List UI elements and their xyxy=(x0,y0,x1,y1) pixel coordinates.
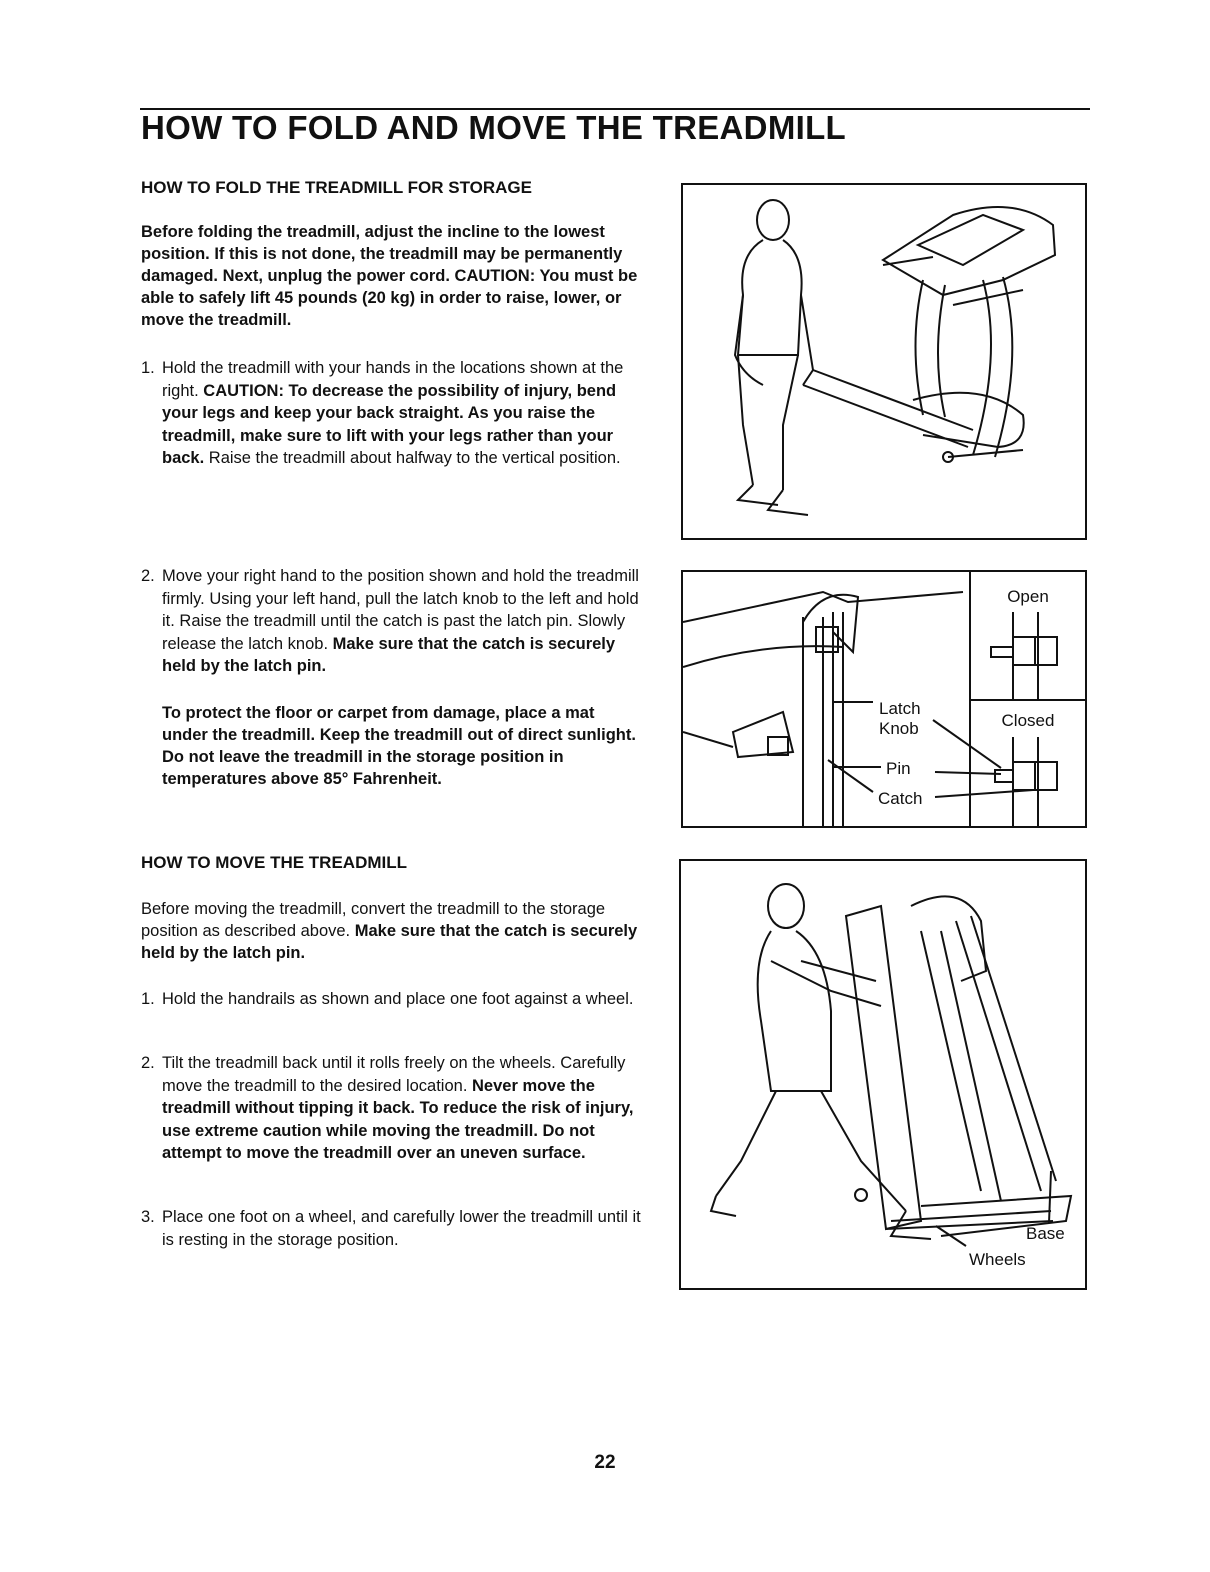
step-text xyxy=(162,565,651,678)
step-text: Place one foot on a wheel, and carefully lower the treadmill until it is resting in the storage position. xyxy=(162,1208,641,1249)
move-heading: HOW TO MOVE THE TREADMILL xyxy=(141,853,408,872)
page-title: HOW TO FOLD AND MOVE THE TREADMILL xyxy=(141,109,846,146)
move-step-1 xyxy=(141,988,651,1011)
step-text-normal: Raise the treadmill about halfway to the vertical position. xyxy=(204,449,621,467)
step-number: 2. xyxy=(141,567,155,585)
fold-intro: Before folding the treadmill, adjust the incline to the lowest position. If this is not done, the treadmill may be permanently damaged. Next, unplug the power cord. CAUTION: You must be able to safely lift 45 pounds (20 kg) in order to raise, lower, or move the treadmill. xyxy=(141,223,638,329)
step-text: Hold the handrails as shown and place one foot against a wheel. xyxy=(162,990,634,1008)
fold-heading: HOW TO FOLD THE TREADMILL FOR STORAGE xyxy=(141,178,532,197)
step-text xyxy=(162,357,651,470)
knob-label: Knob xyxy=(879,719,919,738)
figure-move-treadmill xyxy=(679,859,1087,1290)
step-text-normal: Move your right hand to the position shown and hold the treadmill firmly. Using your left hand, pull the latch knob to the left and hold it. Raise the treadmill until the catch is past the latch pin. Slowly release the latch knob. xyxy=(162,567,639,653)
latch-label: Latch xyxy=(879,699,921,718)
step-text-normal: Hold the treadmill with your hands in the locations shown at the right. xyxy=(162,359,624,400)
latch-illustration xyxy=(683,572,1085,826)
step-number: 1. xyxy=(141,990,155,1008)
open-label: Open xyxy=(1007,587,1049,606)
wheels-label: Wheels xyxy=(969,1250,1026,1269)
move-step-3 xyxy=(141,1206,651,1251)
fold-step-2 xyxy=(141,565,651,678)
step-text-normal: Tilt the treadmill back until it rolls freely on the wheels. Carefully move the treadmill to the desired location. xyxy=(162,1054,626,1095)
pin-label: Pin xyxy=(886,759,911,778)
move-step-2 xyxy=(141,1052,651,1165)
step-number: 1. xyxy=(141,359,155,377)
step-text-bold: CAUTION: To decrease the possibility of injury, bend your legs and keep your back straight. As you raise the treadmill, make sure to lift with your legs rather than your back. xyxy=(162,381,617,467)
step-number: 3. xyxy=(141,1208,155,1226)
move-intro-bold: Make sure that the catch is securely held by the latch pin. xyxy=(141,922,638,962)
protect-note: To protect the floor or carpet from damage, place a mat under the treadmill. Keep the treadmill out of direct sunlight. Do not leave the treadmill in the storage position in temperatures above 85° Fahrenheit. xyxy=(162,704,636,788)
move-intro xyxy=(141,898,646,964)
step-text-bold: Make sure that the catch is securely held by the latch pin. xyxy=(162,634,616,675)
move-illustration xyxy=(681,861,1085,1288)
step-number: 2. xyxy=(141,1054,155,1072)
page-number: 22 xyxy=(594,1452,616,1473)
move-intro-normal: Before moving the treadmill, convert the treadmill to the storage position as described above. xyxy=(141,900,606,940)
step-text xyxy=(162,1052,651,1165)
closed-label: Closed xyxy=(1001,711,1055,730)
step-text-bold: Never move the treadmill without tipping it back. To reduce the risk of injury, use extreme caution while moving the treadmill. Do not attempt to move the treadmill over an uneven surface. xyxy=(162,1076,634,1162)
base-label: Base xyxy=(1026,1224,1065,1243)
catch-label: Catch xyxy=(878,789,923,808)
lift-illustration xyxy=(683,185,1085,538)
figure-latch xyxy=(681,570,1087,828)
figure-lift-treadmill xyxy=(681,183,1087,540)
fold-step-1 xyxy=(141,357,651,470)
